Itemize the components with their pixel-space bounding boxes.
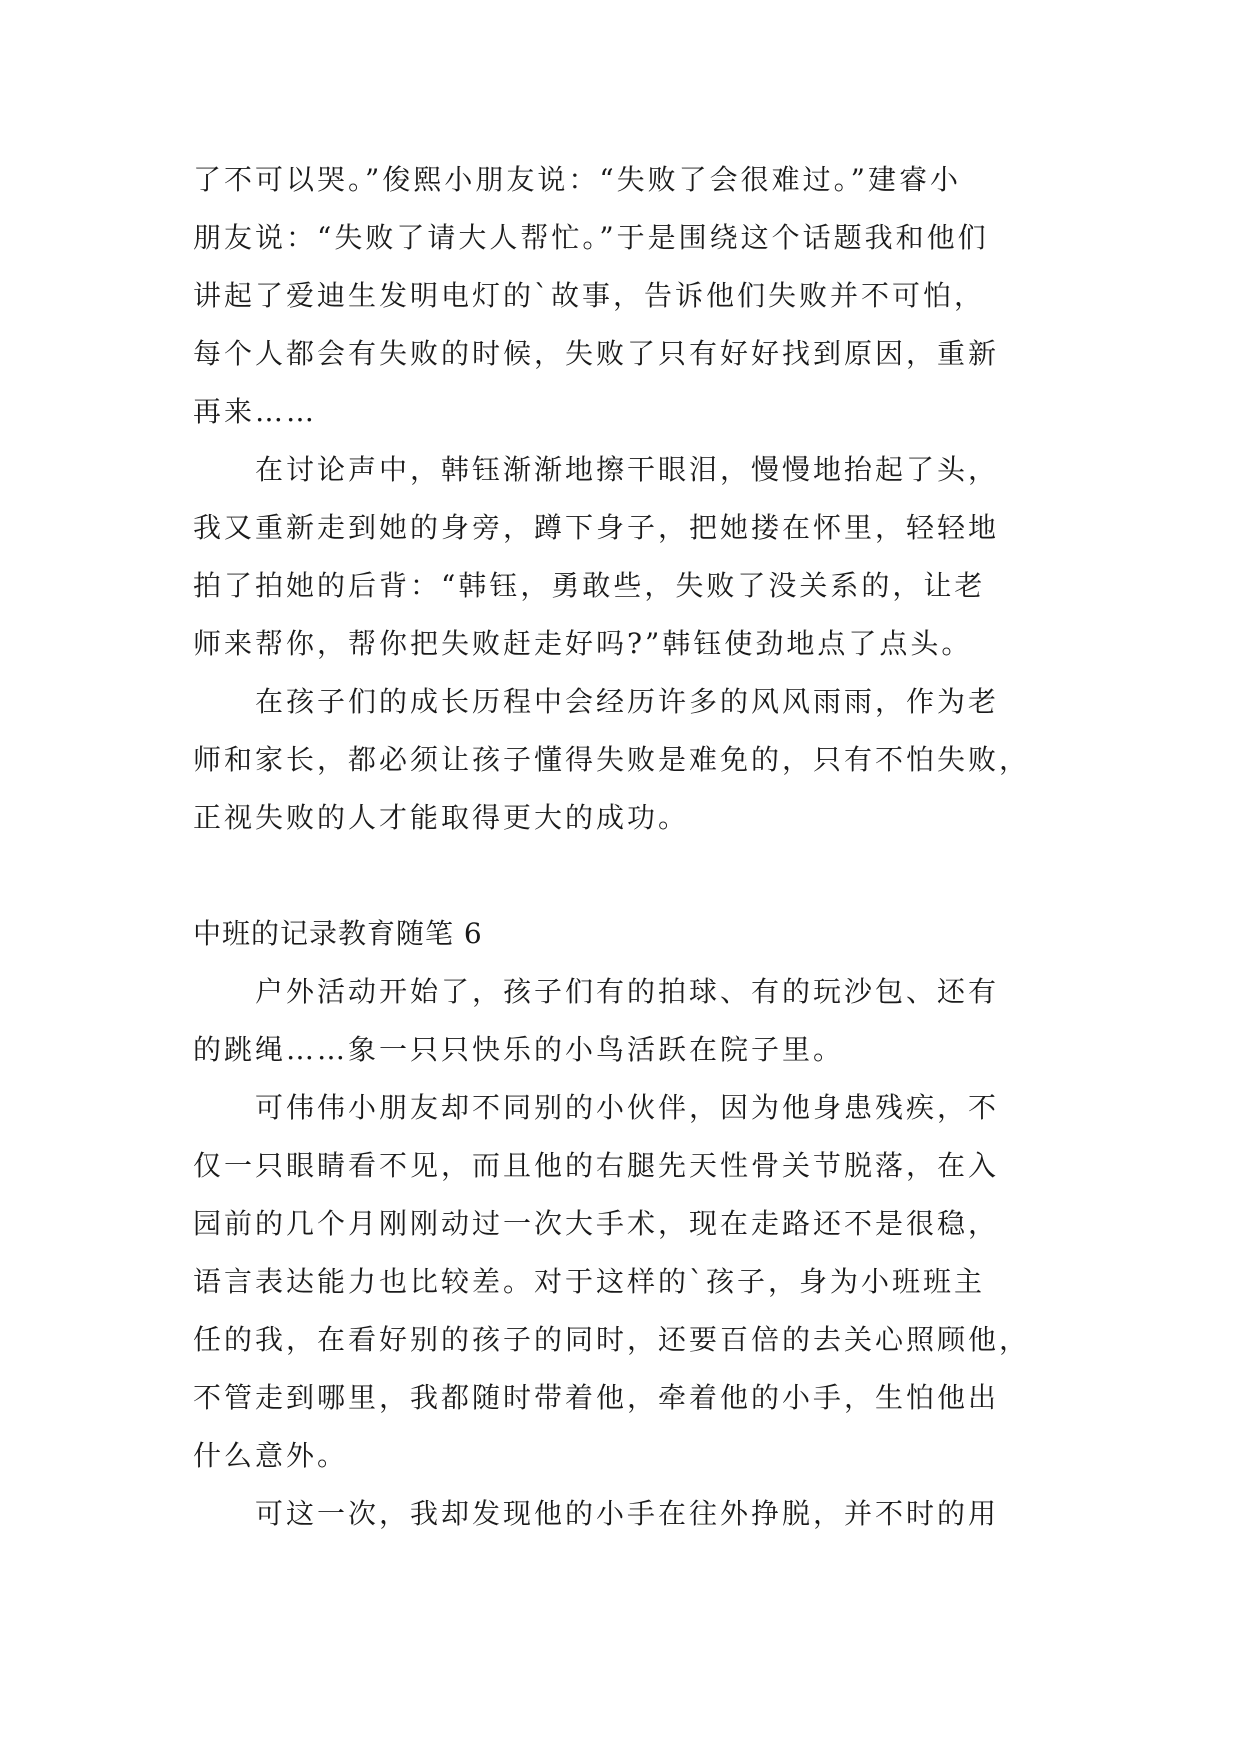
text-line: 户外活动开始了，孩子们有的拍球、有的玩沙包、还有 — [255, 975, 1000, 1008]
text-line: 朋友说：“失败了请大人帮忙。”于是围绕这个话题我和他们 — [193, 221, 989, 254]
text-line: 正视失败的人才能取得更大的成功。 — [193, 801, 690, 834]
text-line: 我又重新走到她的身旁，蹲下身子，把她搂在怀里，轻轻地 — [193, 511, 1000, 544]
section-paragraph-3 — [193, 1485, 1053, 1543]
section-paragraph-2 — [193, 1079, 1053, 1485]
section-title: 中班的记录教育随笔 6 — [193, 917, 483, 950]
text-line: 讲起了爱迪生发明电灯的`故事，告诉他们失败并不可怕， — [193, 279, 986, 312]
text-line: 语言表达能力也比较差。对于这样的`孩子，身为小班班主 — [193, 1265, 986, 1298]
paragraph-1 — [193, 151, 1053, 441]
text-line: 的跳绳……象一只只快乐的小鸟活跃在院子里。 — [193, 1033, 845, 1066]
text-line: 师来帮你，帮你把失败赶走好吗?”韩钰使劲地点了点头。 — [193, 627, 973, 660]
section-paragraph-1 — [193, 963, 1053, 1079]
text-line: 拍了拍她的后背：“韩钰，勇敢些，失败了没关系的，让老 — [193, 569, 986, 602]
document-page — [193, 151, 1053, 1543]
text-line: 园前的几个月刚刚动过一次大手术，现在走路还不是很稳， — [193, 1207, 1000, 1240]
paragraph-3 — [193, 673, 1053, 847]
text-line: 任的我，在看好别的孩子的同时，还要百倍的去关心照顾他， — [193, 1323, 1031, 1356]
text-line: 可这一次，我却发现他的小手在往外挣脱，并不时的用 — [255, 1497, 1000, 1530]
text-line: 仅一只眼睛看不见，而且他的右腿先天性骨关节脱落，在入 — [193, 1149, 1000, 1182]
paragraph-2 — [193, 441, 1053, 673]
text-line: 可伟伟小朋友却不同别的小伙伴，因为他身患残疾，不 — [255, 1091, 1000, 1124]
text-line: 每个人都会有失败的时候，失败了只有好好找到原因，重新 — [193, 337, 1000, 370]
text-line: 师和家长，都必须让孩子懂得失败是难免的，只有不怕失败， — [193, 743, 1031, 776]
text-line: 在孩子们的成长历程中会经历许多的风风雨雨，作为老 — [255, 685, 1000, 718]
text-line: 什么意外。 — [193, 1439, 349, 1472]
text-line: 再来…… — [193, 395, 318, 428]
text-line: 在讨论声中，韩钰渐渐地擦干眼泪，慢慢地抬起了头， — [255, 453, 1000, 486]
text-line: 不管走到哪里，我都随时带着他，牵着他的小手，生怕他出 — [193, 1381, 1000, 1414]
text-line: 了不可以哭。”俊熙小朋友说：“失败了会很难过。”建睿小 — [193, 163, 961, 196]
